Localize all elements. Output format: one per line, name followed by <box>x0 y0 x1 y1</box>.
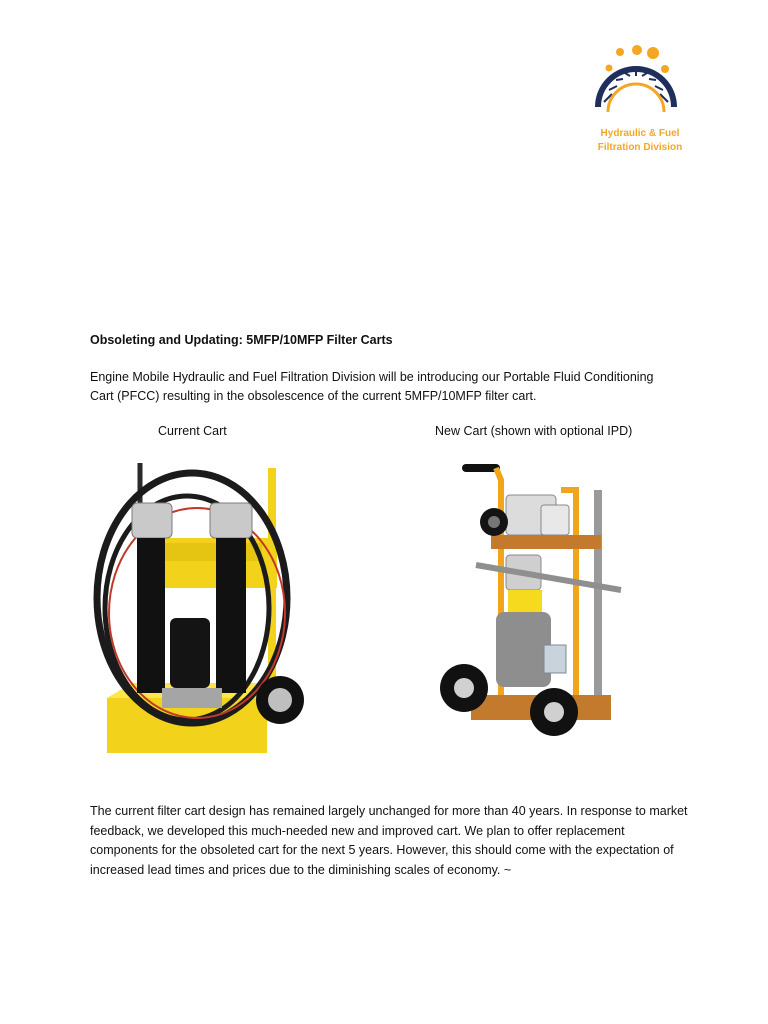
body-paragraph: The current filter cart design has remained largely unchanged for more than 40 years. In response to market feedback, we developed this much-needed new and improved cart. We plan to offer replacement components for the obsoleted cart for the next 5 years. However, this should come with the expectation of increased lead times and prices due to the diminishing scales of economy. ~ <box>90 804 688 877</box>
page-title: Obsoleting and Updating: 5MFP/10MFP Filter Carts <box>90 333 393 347</box>
division-logo <box>590 42 690 162</box>
current-cart-caption: Current Cart <box>158 424 227 438</box>
intro-paragraph: Engine Mobile Hydraulic and Fuel Filtration Division will be introducing our Portable Fluid Conditioning Cart (PFCC) resulting in the obsolescence of the current 5MFP/10MFP filter cart. <box>90 370 654 403</box>
current-cart-image <box>92 448 312 758</box>
logo-text-line1: Hydraulic & Fuel <box>600 128 680 139</box>
new-cart-image <box>436 450 636 750</box>
new-cart-caption: New Cart (shown with optional IPD) <box>435 424 633 438</box>
logo-text-line2: Filtration Division <box>597 142 683 153</box>
